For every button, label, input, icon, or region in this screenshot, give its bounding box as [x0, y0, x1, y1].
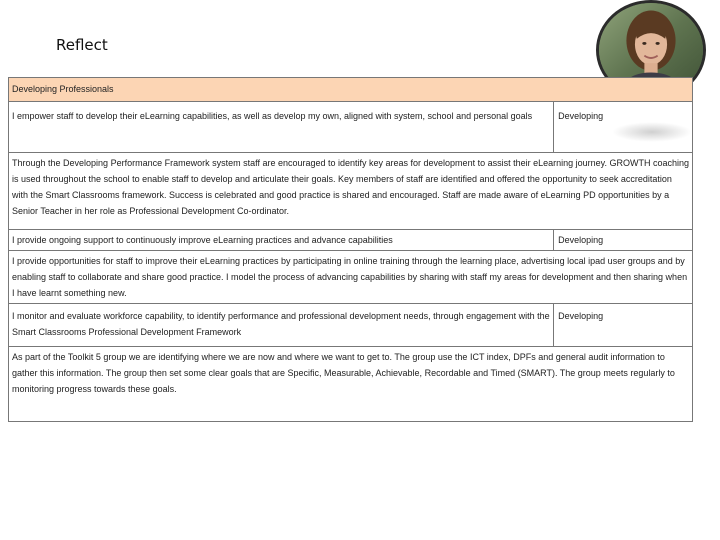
- table-row: [9, 153, 693, 230]
- table-row: [9, 304, 693, 347]
- reflection-table: [8, 77, 693, 422]
- status-cell: Developing: [554, 230, 693, 251]
- table-row: [9, 102, 693, 153]
- status-cell: Developing: [554, 102, 693, 153]
- statement-cell: I monitor and evaluate workforce capability, to identify performance and professional development needs, through engagement with the Smart Classrooms Professional Development Framework: [9, 304, 554, 347]
- table-row: [9, 230, 693, 251]
- table-header-row: [9, 78, 693, 102]
- table-row: [9, 347, 693, 422]
- evidence-cell: I provide opportunities for staff to improve their eLearning practices by participating in online training through the learning place, advertising local ipad user groups and by enabling staff to collaborate and share good practice. I model the process of advancing capabilities by sharing with staff my areas for development and then sharing when I have learnt something new.: [9, 251, 693, 304]
- statement-cell: I provide ongoing support to continuously improve eLearning practices and advance capabilities: [9, 230, 554, 251]
- table-row: [9, 251, 693, 304]
- statement-cell: I empower staff to develop their eLearning capabilities, as well as develop my own, aligned with system, school and personal goals: [9, 102, 554, 153]
- evidence-cell: Through the Developing Performance Framework system staff are encouraged to identify key areas for development to assist their eLearning journey. GROWTH coaching is used throughout the school to enable staff to develop and articulate their goals. Key members of staff are identified and offered the opportunity to seek accreditation with the Smart Classrooms framework. Success is celebrated and good practice is shared and encouraged. Staff are made aware of eLearning PD opportunities by a Senior Teacher in her role as Professional Development Co-ordinator.: [9, 153, 693, 230]
- table-header: Developing Professionals: [9, 78, 693, 102]
- slide-title: Reflect: [56, 36, 108, 54]
- status-cell: Developing: [554, 304, 693, 347]
- evidence-cell: As part of the Toolkit 5 group we are identifying where we are now and where we want to get to. The group use the ICT index, DPFs and general audit information to gather this information. The group then set some clear goals that are Specific, Measurable, Achievable, Recordable and Timed (SMART). The group meets regularly to monitoring progress towards these goals.: [9, 347, 693, 422]
